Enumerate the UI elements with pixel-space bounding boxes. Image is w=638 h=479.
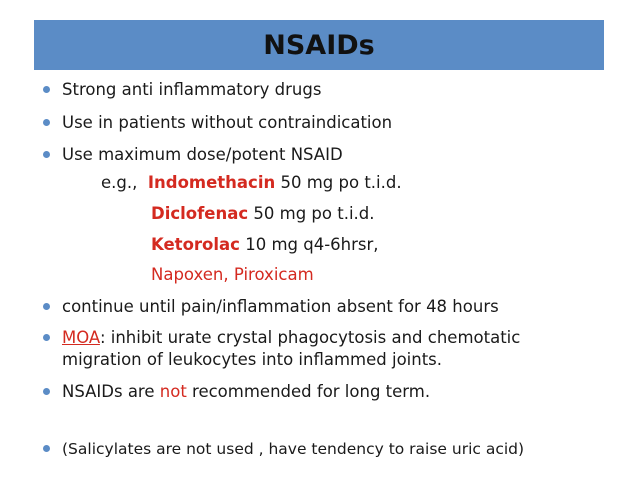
bullet-text: (Salicylates are not used , have tendency to raise uric acid) bbox=[62, 440, 525, 458]
bullet-text: continue until pain/inflammation absent for 48 hours bbox=[62, 297, 499, 316]
drug-name: Diclofenac bbox=[151, 204, 249, 223]
eg-prefix: e.g., bbox=[101, 173, 138, 192]
bullet-text: Strong anti inflammatory drugs bbox=[62, 80, 322, 99]
bullet-marker bbox=[43, 388, 50, 395]
drug-line-ketorolac bbox=[151, 234, 379, 256]
moa-line-2: migration of leukocytes into inflammed joints. bbox=[62, 350, 443, 369]
drug-dose: 50 mg po t.i.d. bbox=[275, 173, 402, 192]
slide-title: NSAIDs bbox=[263, 29, 375, 61]
moa-label: MOA bbox=[62, 328, 100, 347]
text-suffix: recommended for long term. bbox=[186, 382, 431, 401]
drug-dose: 50 mg po t.i.d. bbox=[248, 204, 375, 223]
drug-line-indomethacin bbox=[101, 172, 402, 194]
bullet-marker bbox=[43, 151, 50, 158]
bullet-marker bbox=[43, 119, 50, 126]
moa-line-1 bbox=[62, 327, 520, 349]
bullet-marker bbox=[43, 445, 50, 452]
drug-name: Indomethacin bbox=[147, 173, 276, 192]
bullet-marker bbox=[43, 303, 50, 310]
drug-line-others: Napoxen, Piroxicam bbox=[151, 265, 314, 284]
bullet-marker bbox=[43, 86, 50, 93]
drug-name: Ketorolac bbox=[151, 235, 240, 254]
text-prefix: NSAIDs are bbox=[62, 382, 160, 401]
drug-dose: 10 mg q4-6hrsr, bbox=[239, 235, 379, 254]
drug-line-diclofenac bbox=[151, 203, 375, 225]
bullet-text: Use in patients without contraindication bbox=[62, 113, 393, 132]
moa-text: : inhibit urate crystal phagocytosis and chemotatic bbox=[99, 328, 521, 347]
bullet-marker bbox=[43, 334, 50, 341]
text-not: not bbox=[159, 382, 187, 401]
bullet-text-long-term bbox=[62, 381, 430, 403]
bullet-text: Use maximum dose/potent NSAID bbox=[62, 145, 343, 164]
